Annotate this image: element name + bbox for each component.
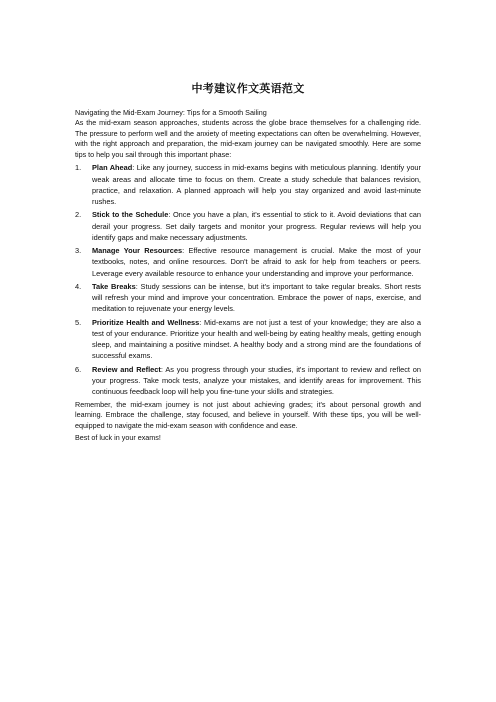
document-subtitle: Navigating the Mid-Exam Journey: Tips for a Smooth Sailing [75,108,267,117]
tip-text: : Like any journey, success in mid-exams begins with meticulous planning. Identify your weak areas and allocate time to focus on them. Create a study schedule that balances revision, practice, and relaxation. A planned approach will help you stay organized and avoid last-minute rushes. [92,163,421,206]
tip-body [92,209,421,243]
tip-body [92,317,421,362]
tip-text: : Mid-exams are not just a test of your knowledge; they are also a test of your endurance. Prioritize your health and well-being by eating healthy meals, getting enough sleep, and maintaining a positive mindset. A healthy body and a strong mind are the foundations of successful exams. [92,317,421,361]
tips-list [75,162,421,397]
tip-body [92,364,421,398]
document-title: 中考建议作文英语范文 [191,82,305,95]
tip-heading: Stick to the Schedule [92,210,169,220]
tip-heading: Review and Reflect [92,364,161,374]
tip-item [75,281,421,315]
tip-item [75,162,421,207]
tip-number: 5. [75,317,82,327]
tip-heading: Manage Your Resources [92,246,183,256]
tip-number: 3. [75,246,82,256]
tip-number: 1. [75,163,82,173]
intro-paragraph: As the mid-exam season approaches, students across the globe brace themselves for a challenging ride. The pressure to perform well and the anxiety of meeting expectations can often be overwhelming. However, with the right approach and preparation, the mid-exam journey can be navigated smoothly. Here are some tips to help you sail through this important phase: [75,118,421,159]
tip-heading: Prioritize Health and Wellness [92,317,200,327]
tip-item [75,317,421,362]
document-page [75,80,421,444]
tip-heading: Plan Ahead [92,163,133,173]
tip-body [92,245,421,279]
tip-number: 4. [75,281,82,291]
tip-item [75,209,421,243]
tip-number: 2. [75,210,82,220]
tip-item [75,245,421,279]
tip-heading: Take Breaks [92,281,136,291]
tip-text: : Once you have a plan, it's essential to stick to it. Avoid deviations that can derail your progress. Set daily targets and monitor your progress. Regular reviews will help you identify gaps and make necessary adjustments. [92,210,421,242]
tip-item [75,364,421,398]
tip-text: : As you progress through your studies, it's important to review and reflect on your progress. Take mock tests, analyze your mistakes, and identify areas for improvement. This continuous feedback loop will help you fine-tune your skills and strategies. [92,364,421,397]
tip-text: : Effective resource management is crucial. Make the most of your textbooks, notes, and online resources. Don't be afraid to ask for help from teachers or peers. Leverage every available resource to enhance your understanding and improve your performance. [92,246,421,278]
tip-body [92,281,421,315]
conclusion-paragraph: Remember, the mid-exam journey is not just about achieving grades; it's about personal growth and learning. Embrace the challenge, stay focused, and believe in yourself. With these tips, you will be well-equipped to navigate the mid-exam season with confidence and ease. [75,399,421,430]
signoff-line: Best of luck in your exams! [75,433,161,443]
tip-body [92,162,421,207]
tip-text: : Study sessions can be intense, but it's important to take regular breaks. Short rests will refresh your mind and improve your concentration. Embrace the power of naps, exercise, and meditation to rejuvenate your energy levels. [92,281,421,314]
tip-number: 6. [75,364,82,374]
